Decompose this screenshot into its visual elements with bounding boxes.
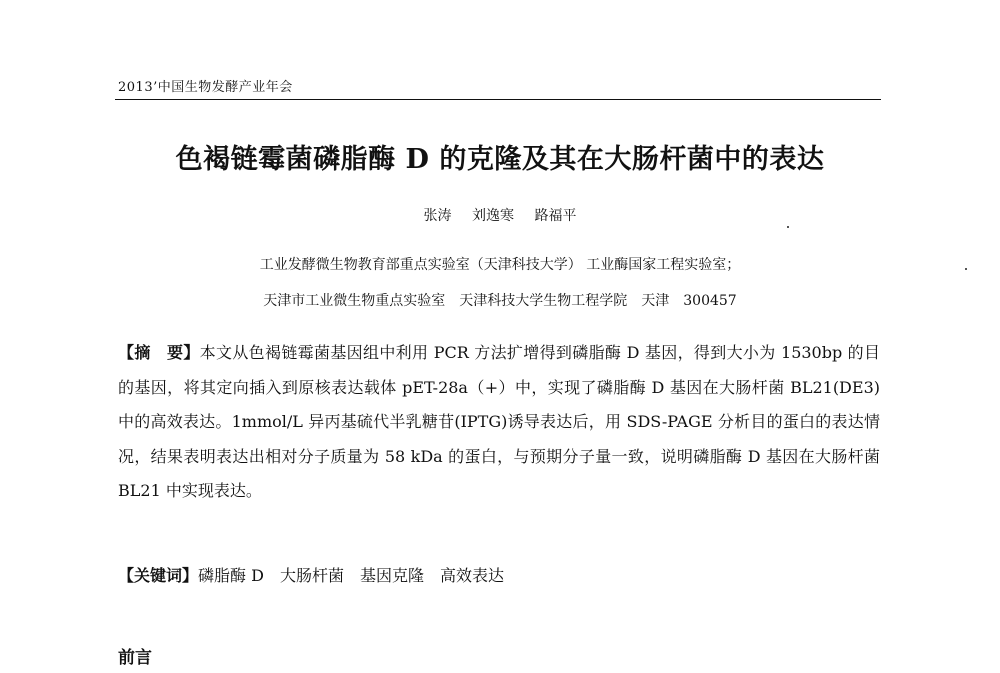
abstract xyxy=(118,336,880,509)
author: 张涛 xyxy=(423,208,452,224)
keyword: 大肠杆菌 xyxy=(279,566,344,585)
affiliation-line: 工业发酵微生物教育部重点实验室（天津科技大学） 工业酶国家工程实验室； xyxy=(259,257,741,273)
scan-speck xyxy=(965,268,967,270)
running-header: 2013’中国生物发酵产业年会 xyxy=(118,80,293,95)
affiliation-line: 天津市工业微生物重点实验室 天津科技大学生物工程学院 天津 300457 xyxy=(263,293,737,309)
scan-speck xyxy=(787,226,789,228)
author: 路福平 xyxy=(534,208,577,224)
author-list xyxy=(0,205,1000,225)
keyword: 磷脂酶 D xyxy=(198,566,264,585)
header-rule xyxy=(115,99,881,100)
paper-title: 色褐链霉菌磷脂酶 D 的克隆及其在大肠杆菌中的表达 xyxy=(175,144,825,175)
keyword: 基因克隆 xyxy=(359,566,424,585)
section-heading: 前言 xyxy=(118,648,152,668)
abstract-label: 【摘 要】 xyxy=(118,343,200,362)
abstract-text: 本文从色褐链霉菌基因组中利用 PCR 方法扩增得到磷脂酶 D 基因，得到大小为 1530bp 的目的基因，将其定向插入到原核表达载体 pET-28a（+）中，实现了磷脂酶 D 基因在大肠杆菌 BL21(DE3)中的高效表达。1mmol/L 异丙基硫代半乳糖苷(IPTG)诱导表达后，用 SDS-PAGE 分析目的蛋白的表达情况，结果表明表达出相对分子质量为 58 kDa 的蛋白，与预期分子量一致，说明磷脂酶 D 基因在大肠杆菌 BL21 中实现表达。 xyxy=(118,343,880,500)
keywords-label: 【关键词】 xyxy=(118,566,199,585)
author: 刘逸寒 xyxy=(472,208,514,224)
keywords xyxy=(118,563,880,586)
keyword: 高效表达 xyxy=(439,566,504,585)
